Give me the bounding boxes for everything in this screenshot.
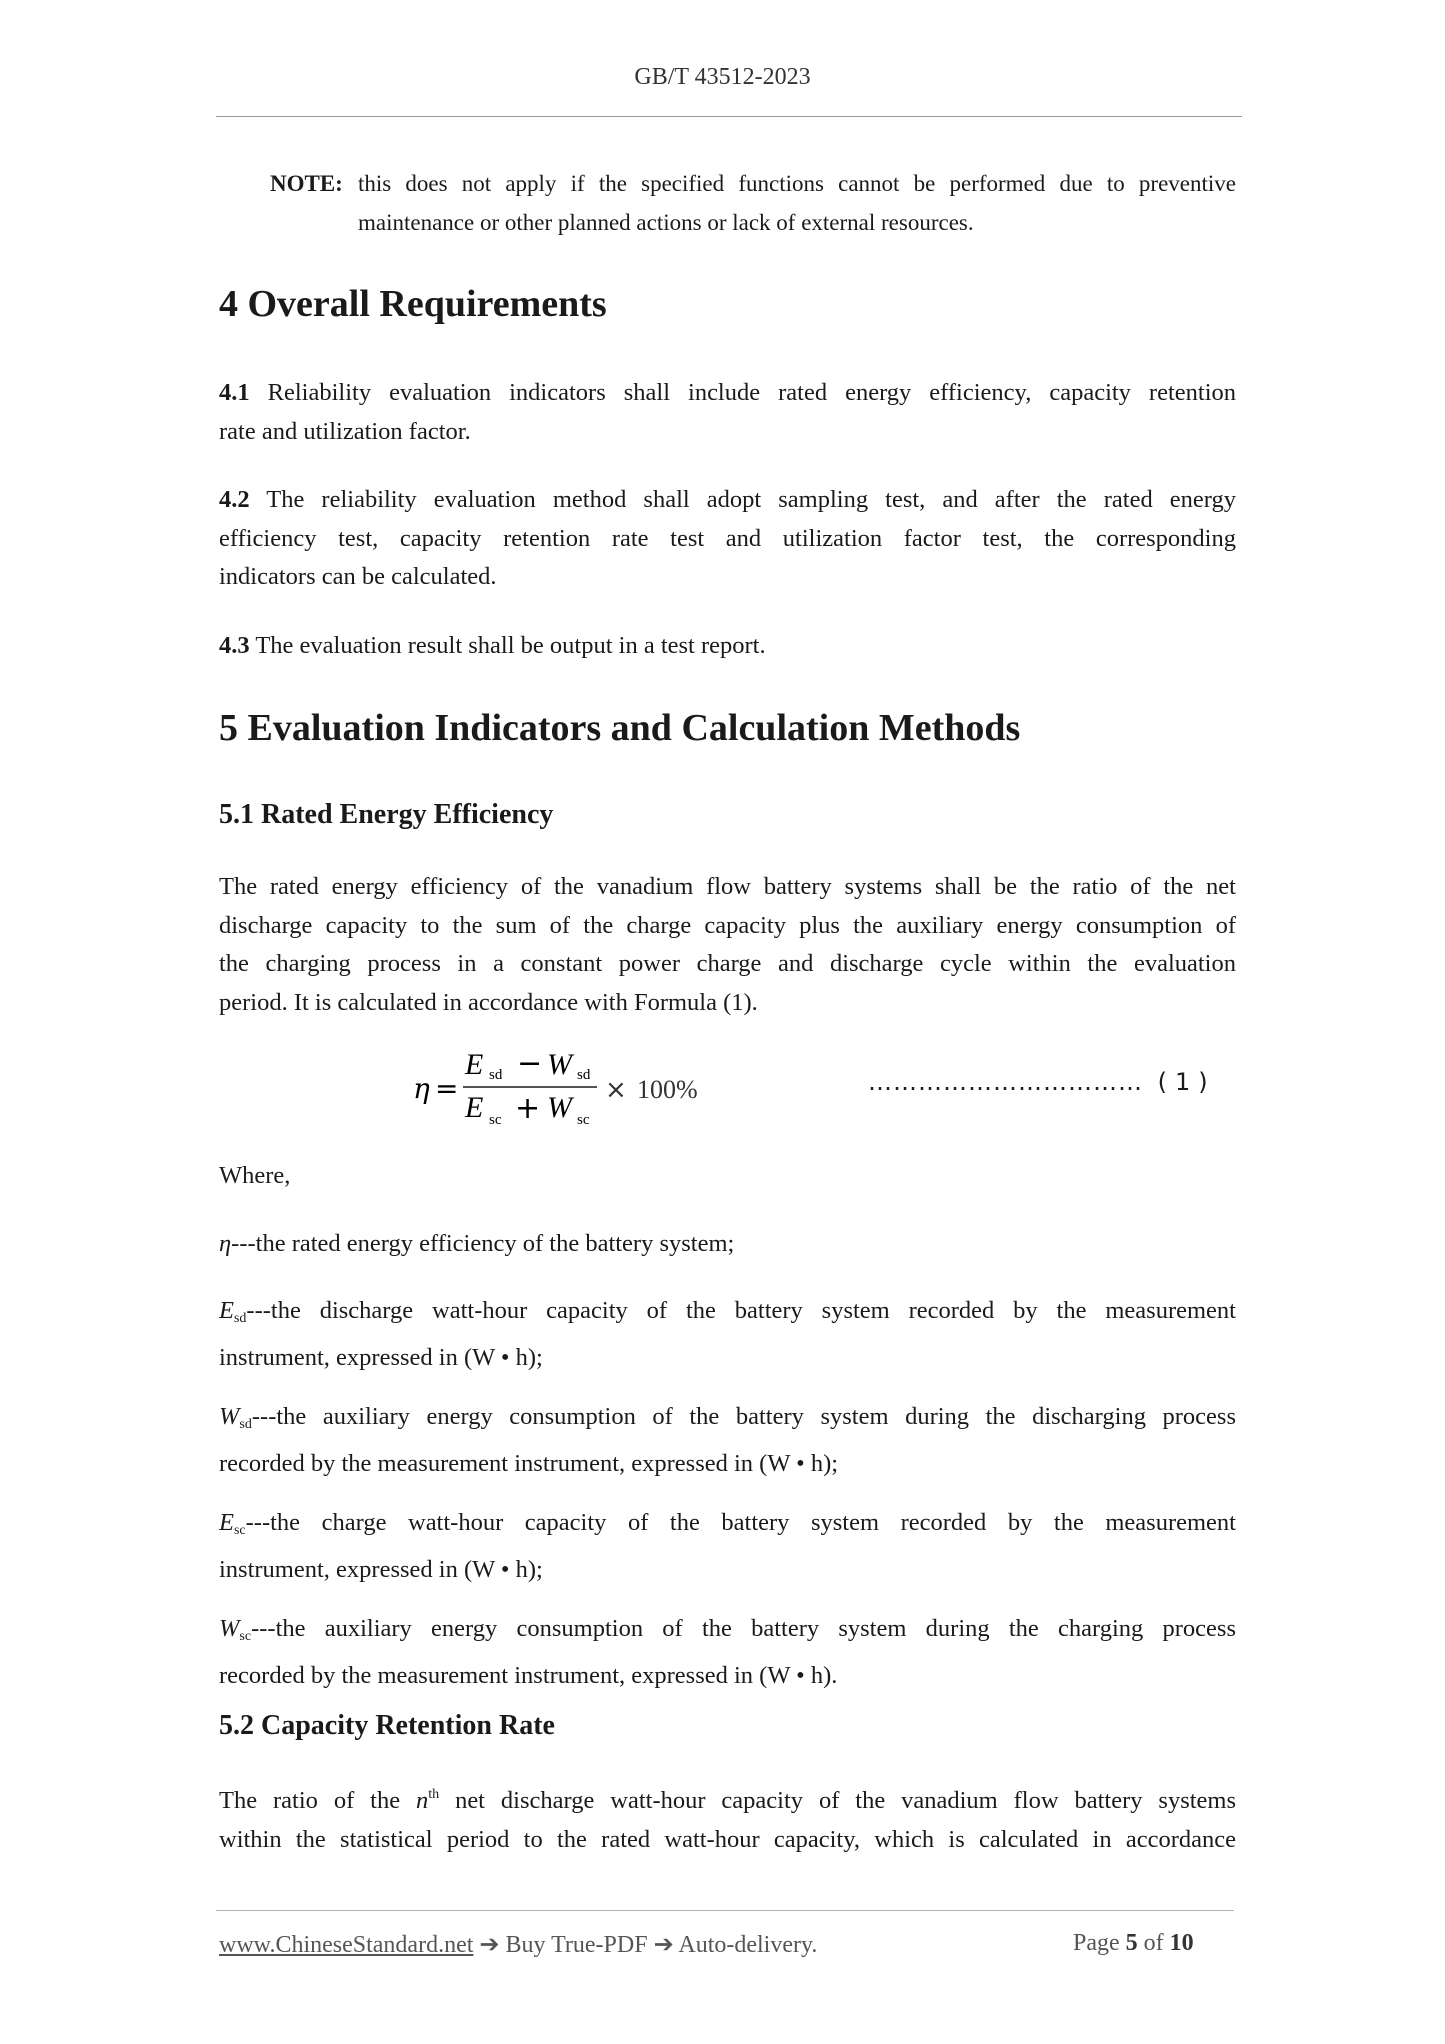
definition-wsd [219, 1398, 1236, 1483]
formula-num-w-sub: sd [577, 1067, 591, 1083]
paragraph-5-1 [219, 868, 1236, 1022]
page-total: 10 [1169, 1930, 1194, 1956]
paragraph-4-3 [219, 627, 1236, 666]
definition-symbol: W [219, 1615, 240, 1642]
n-symbol: n [416, 1787, 429, 1814]
formula-den-w-sub: sc [577, 1112, 590, 1128]
paragraph-4-2 [219, 481, 1236, 597]
page-word: Page [1073, 1930, 1120, 1956]
note-label: NOTE: [270, 171, 343, 196]
paragraph-text: The ratio of the [219, 1787, 401, 1814]
th-superscript: th [428, 1787, 440, 1802]
definition-text: ---the auxiliary energy consumption of the battery system during the charging process [251, 1615, 1236, 1642]
paragraph-line: the charging process in a constant power charge and discharge cycle within the evaluation [219, 950, 1236, 977]
formula-num-w: W [547, 1048, 572, 1081]
where-label: Where, [219, 1162, 291, 1189]
definition-text: recorded by the measurement instrument, expressed in (W • h). [219, 1661, 838, 1689]
formula-num-e: E [465, 1048, 484, 1081]
definition-subscript: sd [239, 1417, 252, 1432]
footer-links [219, 1930, 817, 1959]
formula-percent: 100% [637, 1075, 698, 1104]
paragraph-line: Reliability evaluation indicators shall include rated energy efficiency, capacity retention [267, 379, 1237, 406]
formula-den-e-sub: sc [489, 1112, 502, 1128]
formula-minus: − [517, 1046, 543, 1081]
page-indicator [1073, 1930, 1194, 1957]
paragraph-5-2 [219, 1776, 1236, 1859]
paragraph-line: efficiency test, capacity retention rate test and utilization factor test, the corresponding [219, 524, 1236, 552]
definition-text: ---the charge watt-hour capacity of the battery system recorded by the measurement [245, 1509, 1236, 1536]
definition-symbol: E [219, 1509, 234, 1536]
note-line-1: this does not apply if the specified functions cannot be performed due to preventive [358, 171, 1236, 196]
definition-text: instrument, expressed in (W • h); [219, 1343, 543, 1371]
paragraph-line: The rated energy efficiency of the vanadium flow battery systems shall be the ratio of the net [219, 873, 1236, 900]
formula-leader [868, 1068, 1216, 1096]
of-word: of [1143, 1930, 1164, 1956]
formula-num-e-sub: sd [489, 1067, 503, 1083]
definition-text: ---the discharge watt-hour capacity of the battery system recorded by the measurement [246, 1297, 1236, 1324]
formula-equals: = [435, 1072, 459, 1105]
definition-symbol: η [219, 1230, 232, 1257]
definition-esc [219, 1504, 1236, 1589]
buy-text: Buy True-PDF [505, 1932, 648, 1958]
formula-times: × [605, 1075, 627, 1105]
paragraph-line: discharge capacity to the sum of the charge capacity plus the auxiliary energy consumption of [219, 911, 1236, 939]
paragraph-line: The evaluation result shall be output in a test report. [255, 632, 766, 659]
definition-symbol: E [219, 1297, 234, 1324]
section-4-title: 4 Overall Requirements [219, 283, 607, 325]
paragraph-4-1 [219, 374, 1236, 451]
arrow-icon: ➔ [479, 1932, 500, 1958]
section-5-1-title: 5.1 Rated Energy Efficiency [219, 799, 554, 830]
definition-text: ---the auxiliary energy consumption of the battery system during the discharging process [251, 1403, 1236, 1430]
clause-number: 4.1 [219, 379, 250, 406]
formula-den-w: W [547, 1091, 572, 1124]
paragraph-line: The reliability evaluation method shall adopt sampling test, and after the rated energy [266, 486, 1236, 513]
delivery-text: Auto-delivery. [678, 1932, 818, 1958]
paragraph-line: within the statistical period to the rated watt-hour capacity, which is calculated in accordance [219, 1825, 1236, 1853]
clause-number: 4.3 [219, 632, 250, 659]
footer-rule [216, 1910, 1234, 1911]
section-5-2-title: 5.2 Capacity Retention Rate [219, 1710, 555, 1741]
definition-esd [219, 1292, 1236, 1377]
note-line-2: maintenance or other planned actions or lack of external resources. [358, 210, 974, 235]
formula-dots: …………………………… [868, 1068, 1143, 1096]
formula-1 [405, 1040, 725, 1130]
page-number: 5 [1125, 1930, 1138, 1956]
clause-number: 4.2 [219, 486, 250, 513]
definition-symbol: W [219, 1403, 240, 1430]
paragraph-line: rate and utilization factor. [219, 417, 471, 445]
note-block [270, 164, 1236, 242]
formula-eta: η [413, 1072, 430, 1105]
definition-eta [219, 1225, 1236, 1264]
definition-subscript: sc [233, 1523, 246, 1538]
page-header: GB/T 43512-2023 [634, 64, 811, 90]
paragraph-line: period. It is calculated in accordance with Formula (1). [219, 988, 758, 1016]
header-rule [216, 116, 1242, 117]
definition-text: ---the rated energy efficiency of the battery system; [231, 1230, 735, 1257]
formula-den-e: E [465, 1091, 484, 1124]
site-link[interactable]: www.ChineseStandard.net [219, 1932, 474, 1958]
arrow-icon: ➔ [653, 1932, 674, 1958]
definition-subscript: sc [239, 1629, 252, 1644]
definition-text: recorded by the measurement instrument, expressed in (W • h); [219, 1449, 839, 1477]
paragraph-text: net discharge watt-hour capacity of the vanadium flow battery systems [455, 1787, 1237, 1814]
definition-wsc [219, 1610, 1236, 1695]
definition-text: instrument, expressed in (W • h); [219, 1555, 543, 1583]
definition-subscript: sd [233, 1311, 247, 1326]
section-5-title: 5 Evaluation Indicators and Calculation Methods [219, 707, 1021, 749]
paragraph-line: indicators can be calculated. [219, 563, 497, 590]
formula-plus: + [515, 1091, 541, 1126]
formula-number: (1) [1157, 1068, 1216, 1096]
